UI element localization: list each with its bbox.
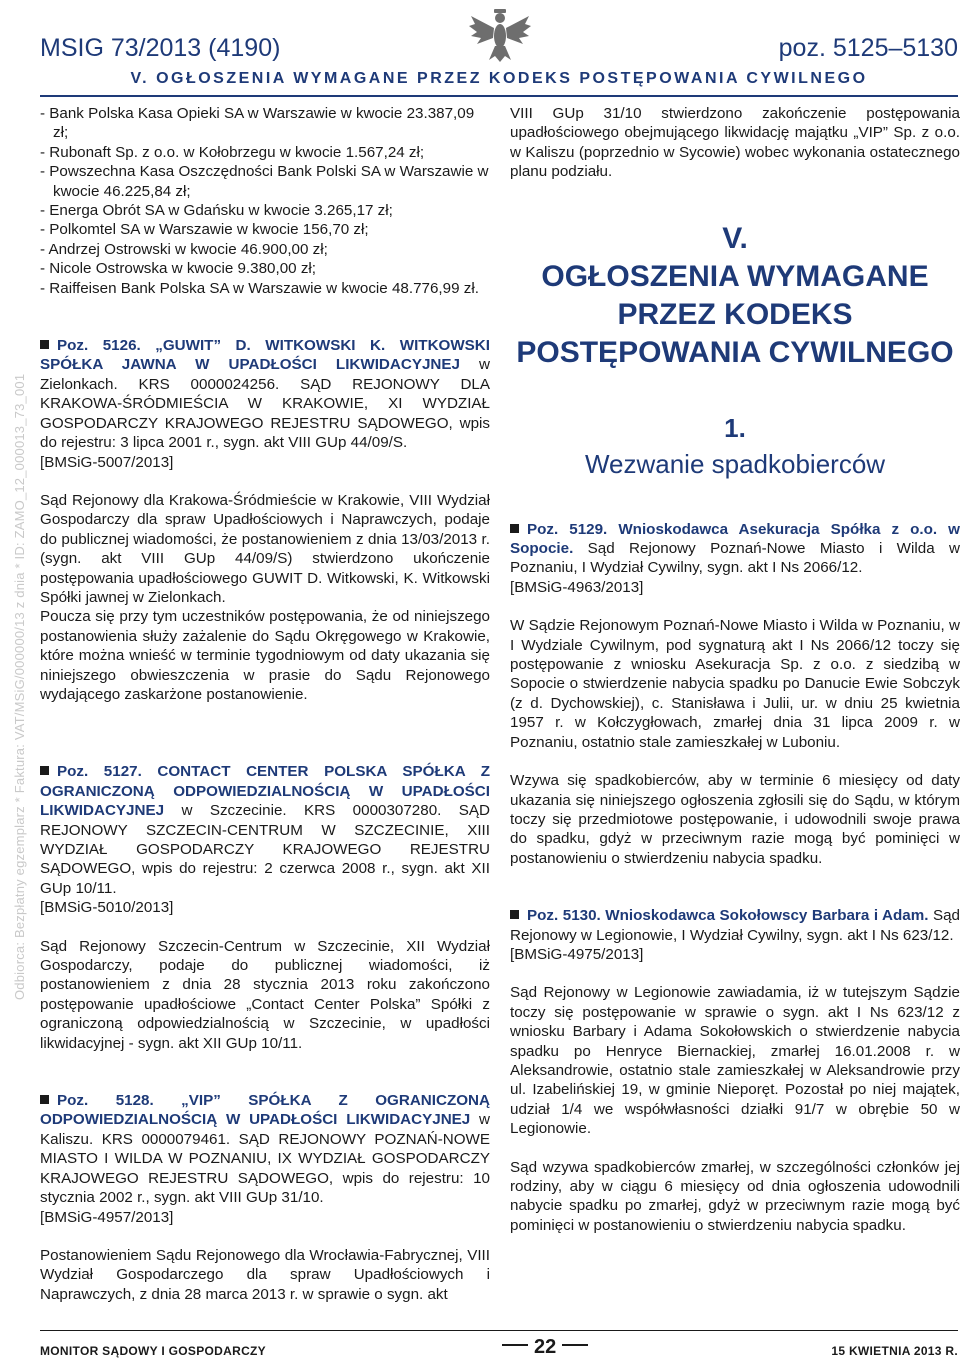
bullet-square-icon [40, 766, 49, 775]
list-item: - Raiffeisen Bank Polska SA w Warszawie w kwocie 48.776,99 zł. [40, 279, 479, 297]
notice-ref: [BMSiG-4963/2013] [510, 578, 644, 596]
notice-continuation: VIII GUp 31/10 stwierdzono zakończenie postępowania upadłościowego obejmującego likwidację majątku „VIP” Sp. z o.o. w Kaliszu (poprzednio w Sycowie) wobec wykonania ostatecznego planu podziału. [510, 105, 960, 181]
notice-body: Postanowieniem Sądu Rejonowego dla Wrocławia-Fabrycznej, VIII Wydział Gospodarczego dla spraw Upadłościowych i Naprawczych, z dnia 28 marca 2013 r. w sprawie o sygn. akt [40, 1246, 490, 1303]
notice-court: Sąd Rejonowy w Legionowie, I Wydział Cywilny, sygn. akt I Ns 623/12. [510, 907, 960, 944]
bullet-square-icon [510, 524, 519, 533]
bullet-square-icon [40, 1095, 49, 1104]
issue-number: MSIG 73/2013 (4190) [40, 34, 281, 62]
notice-ref: [BMSiG-4957/2013] [40, 1208, 174, 1226]
notice-body: W Sądzie Rejonowym Poznań-Nowe Miasto i Wilda w Poznaniu, w I Wydziale Cywilnym, pod sygnaturą akt I Ns 2066/12 toczy się postępowanie z wniosku Asekuracja Sp. z o.o. z siedzibą w Sopocie o stwierdzenie nabycia spadku po Danucie Ewie Sobczyk (z d. Dychowskiej), c. Stanisława i Julii, ur. w dniu 25 kwietnia 1957 r. w Kołczygłowach, zmarłej dnia 31 lipca 2009 r. w Poznaniu, ostatnio stale zamieszkałej w Luboniu. [510, 617, 960, 751]
left-column [40, 104, 490, 1304]
notice-body: Poucza się przy tym uczestników postępowania, że od niniejszego postanowienia służy zażalenie do Sądu Okręgowego w Krakowie, które można wnieść w terminie tygodniowym od daty ukazania się niniejszego obwieszczenia w prasie do Sądu Rejonowego wydającego zaskarżone postanowienie. [40, 608, 490, 703]
watermark-text: Odbiorca: Bezpłatny egzemplarz * Faktura: VAT/MSiG/000000/13 z dnia * ID: ZAMO_12_000013_73_001 [12, 373, 27, 1000]
right-column [510, 104, 960, 1235]
notice-court: Sąd Rejonowy Poznań-Nowe Miasto i Wilda w Poznaniu, I Wydział Cywilny, sygn. akt I Ns 2066/12. [510, 540, 960, 577]
publication-date: 15 KWIETNIA 2013 R. [831, 1344, 958, 1358]
side-watermark [0, 0, 27, 1368]
section-title [510, 220, 960, 372]
notice-registry: w Zielonkach. KRS 0000024256. SĄD REJONOWY DLA KRAKOWA-ŚRÓDMIEŚCIA W KRAKOWIE, XI WYDZIAŁ GOSPODARCZY KRAJOWEGO REJESTRU SĄDOWEGO, wpis do rejestru: 3 lipca 2001 r., sygn. akt VIII GUp 44/09/S. [40, 356, 491, 452]
eagle-emblem-icon [465, 6, 535, 66]
notice-5129 [510, 520, 960, 869]
list-item: - Powszechna Kasa Oszczędności Bank Polski SA w Warszawie w kwocie 46.225,84 zł; [40, 163, 489, 200]
notice-heading: Poz. 5130. Wnioskodawca Sokołowscy Barbara i Adam. [527, 907, 929, 925]
bullet-square-icon [510, 910, 519, 919]
bullet-square-icon [40, 340, 49, 349]
section-number: V. [722, 221, 748, 255]
notice-5126 [40, 336, 490, 704]
publication-name: MONITOR SĄDOWY I GOSPODARCZY [40, 1344, 266, 1358]
subsection-number: 1. [724, 412, 746, 443]
section-name: OGŁOSZENIA WYMAGANE PRZEZ KODEKS POSTĘPOWANIA CYWILNEGO [516, 259, 954, 369]
page-header [40, 30, 958, 70]
notice-body: Sąd Rejonowy w Legionowie zawiadamia, iż w tutejszym Sądzie toczy się postępowanie w sprawie o sygn. akt I Ns 623/12 z wniosku Barbary i Adama Sokołowskich o stwierdzenie nabycia spadku po Henryce Biernackiej, zmarłej 16.01.2008 r. w Aleksandrowie, ostatnio stale zamieszkałej w Aleksandrowie przy ul. Izabelińskiej 19, w gminie Nieporęt. Pozostał po niej majątek, udział 1/4 we współwłasności działki 91/7 w obrębie 50 w Legionowie. [510, 984, 960, 1138]
page-number: 22 [496, 1336, 594, 1359]
notice-body: Wzywa się spadkobierców, aby w terminie 6 miesięcy od daty ukazania się niniejszego ogłoszenia zgłosili się do Sądu, w którym toczy się przedmiotowe postępowanie, i udowodnili swoje prawa do spadku, gdyż w przeciwnym razie mogą być pominięci w postanowieniu o stwierdzeniu nabycia spadku. [510, 772, 960, 867]
notice-5128 [40, 1091, 490, 1304]
notice-ref: [BMSiG-5010/2013] [40, 899, 174, 917]
notice-ref: [BMSiG-4975/2013] [510, 945, 644, 963]
notice-heading: Poz. 5128. „VIP” SPÓŁKA Z OGRANICZONĄ ODPOWIEDZIALNOŚCIĄ W UPADŁOŚCI LIKWIDACYJNEJ [40, 1092, 490, 1129]
position-range: poz. 5125–5130 [778, 34, 958, 62]
notice-ref: [BMSiG-5007/2013] [40, 453, 174, 471]
list-item: - Bank Polska Kasa Opieki SA w Warszawie w kwocie 23.387,09 zł; [40, 105, 475, 142]
list-item: - Polkomtel SA w Warszawie w kwocie 156,70 zł; [40, 221, 369, 239]
notice-registry: w Szczecinie. KRS 0000307280. SĄD REJONOWY SZCZECIN-CENTRUM W SZCZECINIE, XIII WYDZIAŁ GOSPODARCZY KRAJOWEGO REJESTRU SĄDOWEGO, wpis do rejestru: 2 czerwca 2008 r., sygn. akt XII GUp 10/11. [40, 802, 490, 897]
notice-body: Sąd wzywa spadkobierców zmarłej, w szczególności członków jej rodziny, aby w ciągu 6 miesięcy od dnia ogłoszenia udowodnili nabycie spadku po zmarłej, gdyż w przeciwnym razie mogą być pominięci w postanowieniu o stwierdzeniu nabycia spadku. [510, 1158, 960, 1234]
notice-5130 [510, 906, 960, 1235]
notice-body: Sąd Rejonowy Szczecin-Centrum w Szczecinie, XII Wydział Gospodarczy, podaje do publicznej wiadomości, iż postanowieniem z dnia 28 stycznia 2013 roku zakończono postępowanie upadłościowe „Contact Center Polska” Spółki z ograniczoną odpowiedzialnością w Szczecinie, w upadłości likwidacyjnej - sygn. akt XII GUp 10/11. [40, 937, 490, 1052]
page-footer [40, 1336, 958, 1362]
list-item: - Nicole Ostrowska w kwocie 9.380,00 zł; [40, 260, 317, 278]
notice-5127 [40, 762, 490, 1053]
list-item: - Energa Obrót SA w Gdańsku w kwocie 3.265,17 zł; [40, 202, 393, 220]
creditor-list [40, 104, 490, 298]
notice-body: Sąd Rejonowy dla Krakowa-Śródmieście w Krakowie, VIII Wydział Gospodarczy dla spraw Upadłościowych i Naprawczych, podaje do publicznej wiadomości, że postanowieniem z dnia 13/03/2013 r. (sygn. akt VIII GUp 44/09/S) stwierdzono ukończenie postępowania upadłościowego GUWIT D. Witkowski, K. Witkowski Spółki jawnej w Zielonkach. [40, 491, 490, 606]
notice-registry: w Kaliszu. KRS 0000079461. SĄD REJONOWY POZNAŃ-NOWE MIASTO I WILDA W POZNANIU, IX WYDZIAŁ GOSPODARCZY KRAJOWEGO REJESTRU SĄDOWEGO, wpis do rejestru: 10 stycznia 2002 r., sygn. akt VIII GUp 31/10. [40, 1111, 491, 1207]
subsection-name: Wezwanie spadkobierców [584, 448, 886, 479]
header-rule [40, 95, 958, 97]
subsection-title [510, 410, 960, 482]
list-item: - Andrzej Ostrowski w kwocie 46.900,00 zł; [40, 240, 328, 258]
footer-rule [40, 1330, 958, 1331]
notice-heading: Poz. 5127. CONTACT CENTER POLSKA SPÓŁKA Z OGRANICZONĄ ODPOWIEDZIALNOŚCIĄ W UPADŁOŚCI LIKWIDACYJNEJ [40, 763, 490, 820]
notice-heading: Poz. 5129. Wnioskodawca Asekuracja Spółka z o.o. w Sopocie. [510, 520, 960, 558]
notice-heading: Poz. 5126. „GUWIT” D. WITKOWSKI K. WITKOWSKI SPÓŁKA JAWNA W UPADŁOŚCI LIKWIDACYJNEJ [40, 337, 490, 374]
list-item: - Rubonaft Sp. z o.o. w Kołobrzegu w kwocie 1.567,24 zł; [40, 143, 425, 161]
section-header: V. OGŁOSZENIA WYMAGANE PRZEZ KODEKS POSTĘPOWANIA CYWILNEGO [130, 70, 868, 87]
